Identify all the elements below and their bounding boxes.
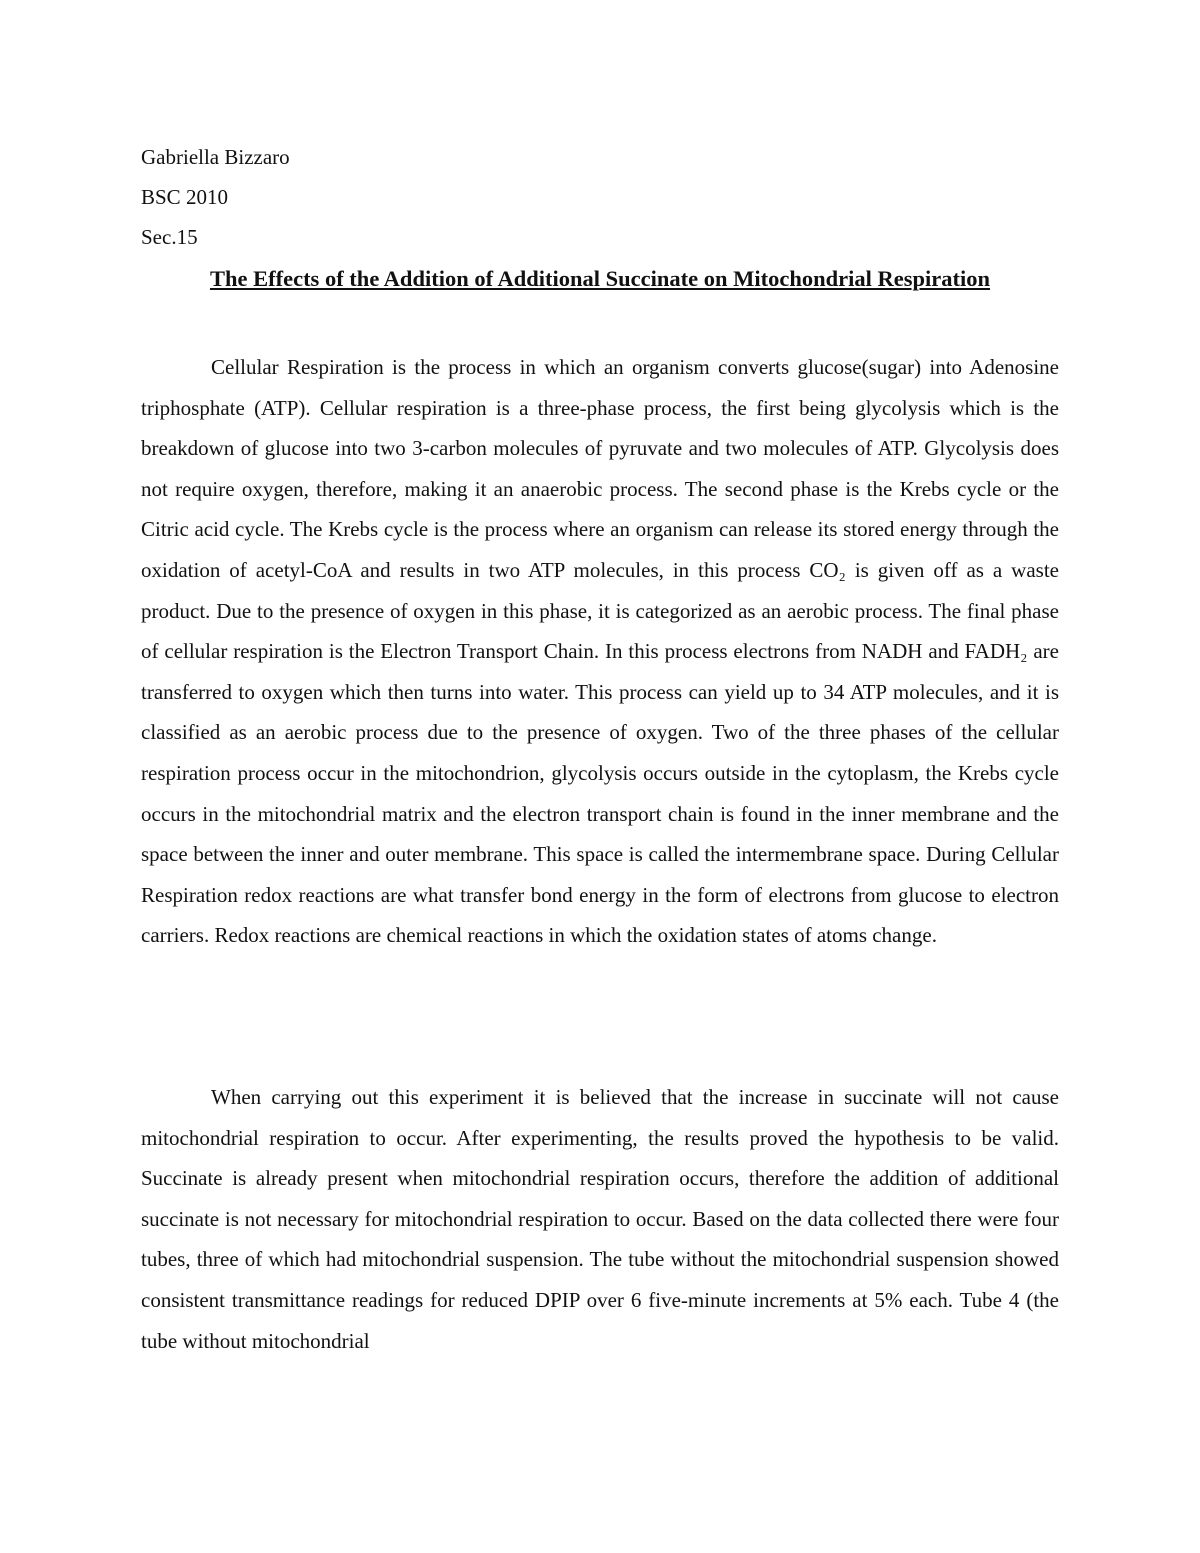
section-number: Sec.15 bbox=[141, 225, 198, 249]
body-paragraph-2: When carrying out this experiment it is believed that the increase in succinate will not cause mitochondrial respiration to occur. After experimenting, the results proved the hypothesis to be valid. Succinate is already present when mitochondrial respiration occurs, therefore the addition of additional succinate is not necessary for mitochondrial respiration to occur. Based on the data collected there were four tubes, three of which had mitochondrial suspension. The tube without the mitochondrial suspension showed consistent transmittance readings for reduced DPIP over 6 five-minute increments at 5% each. Tube 4 (the tube without mitochondrial bbox=[141, 1085, 1059, 1353]
document-title: The Effects of the Addition of Additional Succinate on Mitochondrial Respiration bbox=[209, 266, 991, 291]
author-name: Gabriella Bizzaro bbox=[141, 145, 290, 169]
body-paragraph-1: Cellular Respiration is the process in which an organism converts glucose(sugar) into Adenosine triphosphate (ATP). Cellular respiration is a three-phase process, the first being glycolysis which is the breakdown of glucose into two 3-carbon molecules of pyruvate and two molecules of ATP. Glycolysis does not require oxygen, therefore, making it an anaerobic process. The second phase is the Krebs cycle or the Citric acid cycle. The Krebs cycle is the process where an organism can release its stored energy through the oxidation of acetyl-CoA and results in two ATP molecules, in this process CO₂ is given off as a waste product. Due to the presence of oxygen in this phase, it is categorized as an aerobic process. The final phase of cellular respiration is the Electron Transport Chain. In this process electrons from NADH and FADH₂ are transferred to oxygen which then turns into water. This process can yield up to 34 ATP molecules, and it is classified as an aerobic process due to the presence of oxygen. Two of the three phases of the cellular respiration process occur in the mitochondrion, glycolysis occurs outside in the cytoplasm, the Krebs cycle occurs in the mitochondrial matrix and the electron transport chain is found in the inner membrane and the space between the inner and outer membrane. This space is called the intermembrane space. During Cellular Respiration redox reactions are what transfer bond energy in the form of electrons from glucose to electron carriers. Redox reactions are chemical reactions in which the oxidation states of atoms change. bbox=[141, 355, 1059, 948]
course-code: BSC 2010 bbox=[141, 185, 228, 209]
